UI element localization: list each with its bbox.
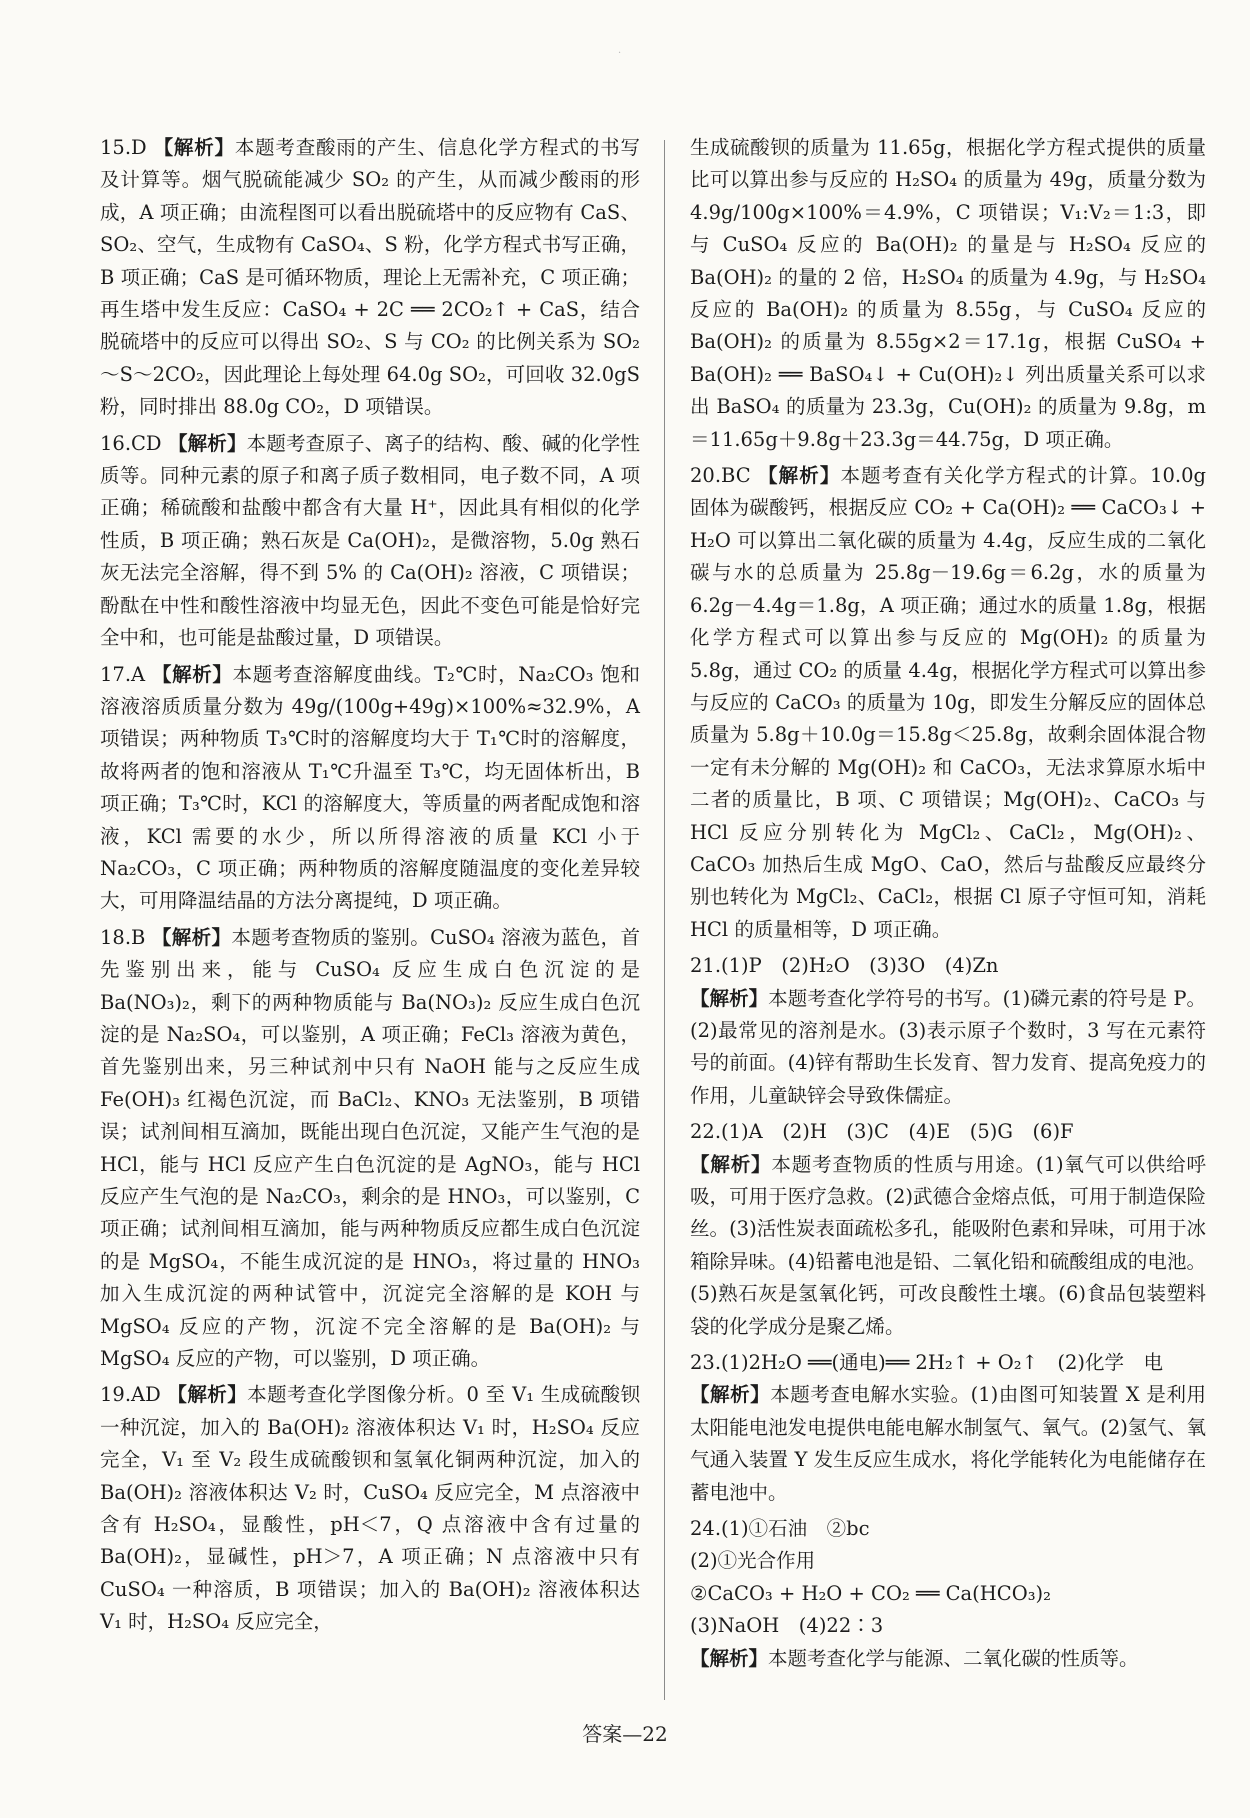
analysis-label: 【解析】 (690, 1383, 771, 1407)
answer-18: 18.B 【解析】本题考查物质的鉴别。CuSO₄ 溶液为蓝色，首先鉴别出来，能与 CuSO₄ 反应生成白色沉淀的是 Ba(NO₃)₂，剩下的两种物质能与 Ba(NO₃)₂ 反应生成白色沉淀的是 Na₂SO₄，可以鉴别，A 项正确；FeCl₃ 溶液为黄色，首先鉴别出来，另三种试剂中只有 NaOH 能与之反应生成 Fe(OH)₃ 红褐色沉淀，而 BaCl₂、KNO₃ 无法鉴别，B 项错误；试剂间相互滴加，既能出现白色沉淀，又能产生气泡的是 HCl，能与 HCl 反应产生白色沉淀的是 AgNO₃，能与 HCl 反应产生气泡的是 Na₂CO₃，剩余的是 HNO₃，可以鉴别，C 项正确；试剂间相互滴加，能与两种物质反应都生成白色沉淀的是 MgSO₄，不能生成沉淀的是 HNO₃，将过量的 HNO₃ 加入生成沉淀的两种试管中，沉淀完全溶解的是 KOH 与 MgSO₄ 反应的产物，沉淀不完全溶解的是 Ba(OH)₂ 与 MgSO₄ 反应的产物，可以鉴别，D 项正确。 (100, 925, 641, 1371)
answer-24-line-1: 24.(1)①石油 ②bc (690, 1517, 870, 1541)
column-divider (664, 140, 665, 1700)
analysis-label: 【解析】 (151, 925, 232, 949)
answer-21-key: 21.(1)P (2)H₂O (3)3O (4)Zn (690, 954, 999, 978)
answer-17: 17.A 【解析】本题考查溶解度曲线。T₂℃时，Na₂CO₃ 饱和溶液溶质质量分数为 49g/(100g+49g)×100%≈32.9%，A 项错误；两种物质 T₃℃时的溶解度均大于 T₁℃时的溶解度，故将两者的饱和溶液从 T₁℃升温至 T₃℃，均无固体析出，B 项正确；T₃℃时，KCl 的溶解度大，等质量的两者配成饱和溶液，KCl 需要的水少，所以所得溶液的质量 KCl 小于 Na₂CO₃，C 项正确；两种物质的溶解度随温度的变化差异较大，可用降温结晶的方法分离提纯，D 项正确。 (100, 662, 640, 913)
answer-23-key: 23.(1)2H₂O ══(通电)══ 2H₂↑ + O₂↑ (2)化学 电 (690, 1351, 1163, 1375)
page-mark: · (618, 48, 622, 59)
analysis-label: 【解析】 (167, 1383, 248, 1407)
answer-24-line-3: ②CaCO₃ + H₂O + CO₂ ══ Ca(HCO₃)₂ (690, 1581, 1051, 1605)
analysis-label: 【解析】 (757, 464, 841, 488)
analysis-label: 【解析】 (690, 986, 769, 1010)
analysis-label: 【解析】 (690, 1152, 772, 1176)
answer-22-analysis: 【解析】本题考查物质的性质与用途。(1)氧气可以供给呼吸，可用于医疗急救。(2)武德合金熔点低，可用于制造保险丝。(3)活性炭表面疏松多孔，能吸附色素和异味，可用于冰箱除异味。(4)铅蓄电池是铅、二氧化铅和硫酸组成的电池。(5)熟石灰是氢氧化钙，可改良酸性土壤。(6)食品包装塑料袋的化学成分是聚乙烯。 (690, 1152, 1206, 1338)
answer-19-continued: 生成硫酸钡的质量为 11.65g，根据化学方程式提供的质量比可以算出参与反应的 H₂SO₄ 的质量为 49g，质量分数为 4.9g/100g×100%＝4.9%，C 项错误；V₁:V₂＝1:3，即与 CuSO₄ 反应的 Ba(OH)₂ 的量是与 H₂SO₄ 反应的 Ba(OH)₂ 的量的 2 倍，H₂SO₄ 的质量为 4.9g，与 H₂SO₄ 反应的 Ba(OH)₂ 的质量为 8.55g，与 CuSO₄ 反应的 Ba(OH)₂ 的质量为 8.55g×2＝17.1g，根据 CuSO₄ + Ba(OH)₂ ══ BaSO₄↓ + Cu(OH)₂↓ 列出质量关系可以求出 BaSO₄ 的质量为 23.3g，Cu(OH)₂ 的质量为 9.8g，m＝11.65g＋9.8g＋23.3g＝44.75g，D 项正确。 (690, 136, 1206, 451)
right-column (690, 132, 1206, 1679)
page-footer: 答案—22 (582, 1722, 668, 1746)
analysis-label: 【解析】 (151, 662, 233, 686)
analysis-label: 【解析】 (167, 431, 247, 455)
analysis-label: 【解析】 (690, 1646, 769, 1670)
answer-22-key: 22.(1)A (2)H (3)C (4)E (5)G (6)F (690, 1120, 1074, 1144)
analysis-label: 【解析】 (153, 136, 235, 159)
answer-24-line-4: (3)NaOH (4)22∶3 (690, 1614, 884, 1638)
answer-24-line-2: (2)①光合作用 (690, 1549, 816, 1573)
answer-16: 16.CD 【解析】本题考查原子、离子的结构、酸、碱的化学性质等。同种元素的原子和离子质子数相同，电子数不同，A 项正确；稀硫酸和盐酸中都含有大量 H⁺，因此具有相似的化学性质，B 项正确；熟石灰是 Ca(OH)₂，是微溶物，5.0g 熟石灰无法完全溶解，得不到 5% 的 Ca(OH)₂ 溶液，C 项错误；酚酞在中性和酸性溶液中均显无色，因此不变色可能是恰好完全中和，也可能是盐酸过量，D 项错误。 (100, 431, 640, 650)
answer-24-analysis: 【解析】本题考查化学与能源、二氧化碳的性质等。 (690, 1646, 1139, 1670)
answer-19: 19.AD 【解析】本题考查化学图像分析。0 至 V₁ 生成硫酸钡一种沉淀，加入的 Ba(OH)₂ 溶液体积达 V₁ 时，H₂SO₄ 反应完全，V₁ 至 V₂ 段生成硫酸钡和氢氧化铜两种沉淀，加入的 Ba(OH)₂ 溶液体积达 V₂ 时，CuSO₄ 反应完全，M 点溶液中含有 H₂SO₄，显酸性，pH＜7，Q 点溶液中含有过量的 Ba(OH)₂，显碱性，pH＞7，A 项正确；N 点溶液中只有 CuSO₄ 一种溶质，B 项错误；加入的 Ba(OH)₂ 溶液体积达 V₁ 时，H₂SO₄ 反应完全， (100, 1383, 640, 1634)
answer-21-analysis: 【解析】本题考查化学符号的书写。(1)磷元素的符号是 P。(2)最常见的溶剂是水。(3)表示原子个数时，3 写在元素符号的前面。(4)锌有帮助生长发育、智力发育、提高免疫力的作用，儿童缺锌会导致侏儒症。 (690, 986, 1206, 1107)
answer-15: 15.D 【解析】本题考查酸雨的产生、信息化学方程式的书写及计算等。烟气脱硫能减少 SO₂ 的产生，从而减少酸雨的形成，A 项正确；由流程图可以看出脱硫塔中的反应物有 CaS、SO₂、空气，生成物有 CaSO₄、S 粉，化学方程式书写正确，B 项正确；CaS 是可循环物质，理论上无需补充，C 项正确；再生塔中发生反应：CaSO₄ + 2C ══ 2CO₂↑ + CaS，结合脱硫塔中的反应可以得出 SO₂、S 与 CO₂ 的比例关系为 SO₂～S～2CO₂，因此理论上每处理 64.0g SO₂，可回收 32.0gS 粉，同时排出 88.0g CO₂，D 项错误。 (100, 136, 640, 419)
left-column (100, 132, 640, 1643)
answer-20: 20.BC 【解析】本题考查有关化学方程式的计算。10.0g 固体为碳酸钙，根据反应 CO₂ + Ca(OH)₂ ══ CaCO₃↓ + H₂O 可以算出二氧化碳的质量为 4.4g，反应生成的二氧化碳与水的总质量为 25.8g－19.6g＝6.2g，水的质量为 6.2g－4.4g＝1.8g，A 项正确；通过水的质量 1.8g，根据化学方程式可以算出参与反应的 Mg(OH)₂ 的质量为 5.8g，通过 CO₂ 的质量 4.4g，根据化学方程式可以算出参与反应的 CaCO₃ 的质量为 10g，即发生分解反应的固体总质量为 5.8g＋10.0g＝15.8g＜25.8g，故剩余固体混合物一定有未分解的 Mg(OH)₂ 和 CaCO₃，无法求算原水垢中二者的质量比，B 项、C 项错误；Mg(OH)₂、CaCO₃ 与 HCl 反应分别转化为 MgCl₂、CaCl₂，Mg(OH)₂、CaCO₃ 加热后生成 MgO、CaO，然后与盐酸反应最终分别也转化为 MgCl₂、CaCl₂，根据 Cl 原子守恒可知，消耗 HCl 的质量相等，D 项正确。 (690, 464, 1206, 941)
answer-23-analysis: 【解析】本题考查电解水实验。(1)由图可知装置 X 是利用太阳能电池发电提供电能电解水制氢气、氧气。(2)氢气、氧气通入装置 Y 发生反应生成水，将化学能转化为电能储存在蓄电池中。 (690, 1383, 1206, 1504)
